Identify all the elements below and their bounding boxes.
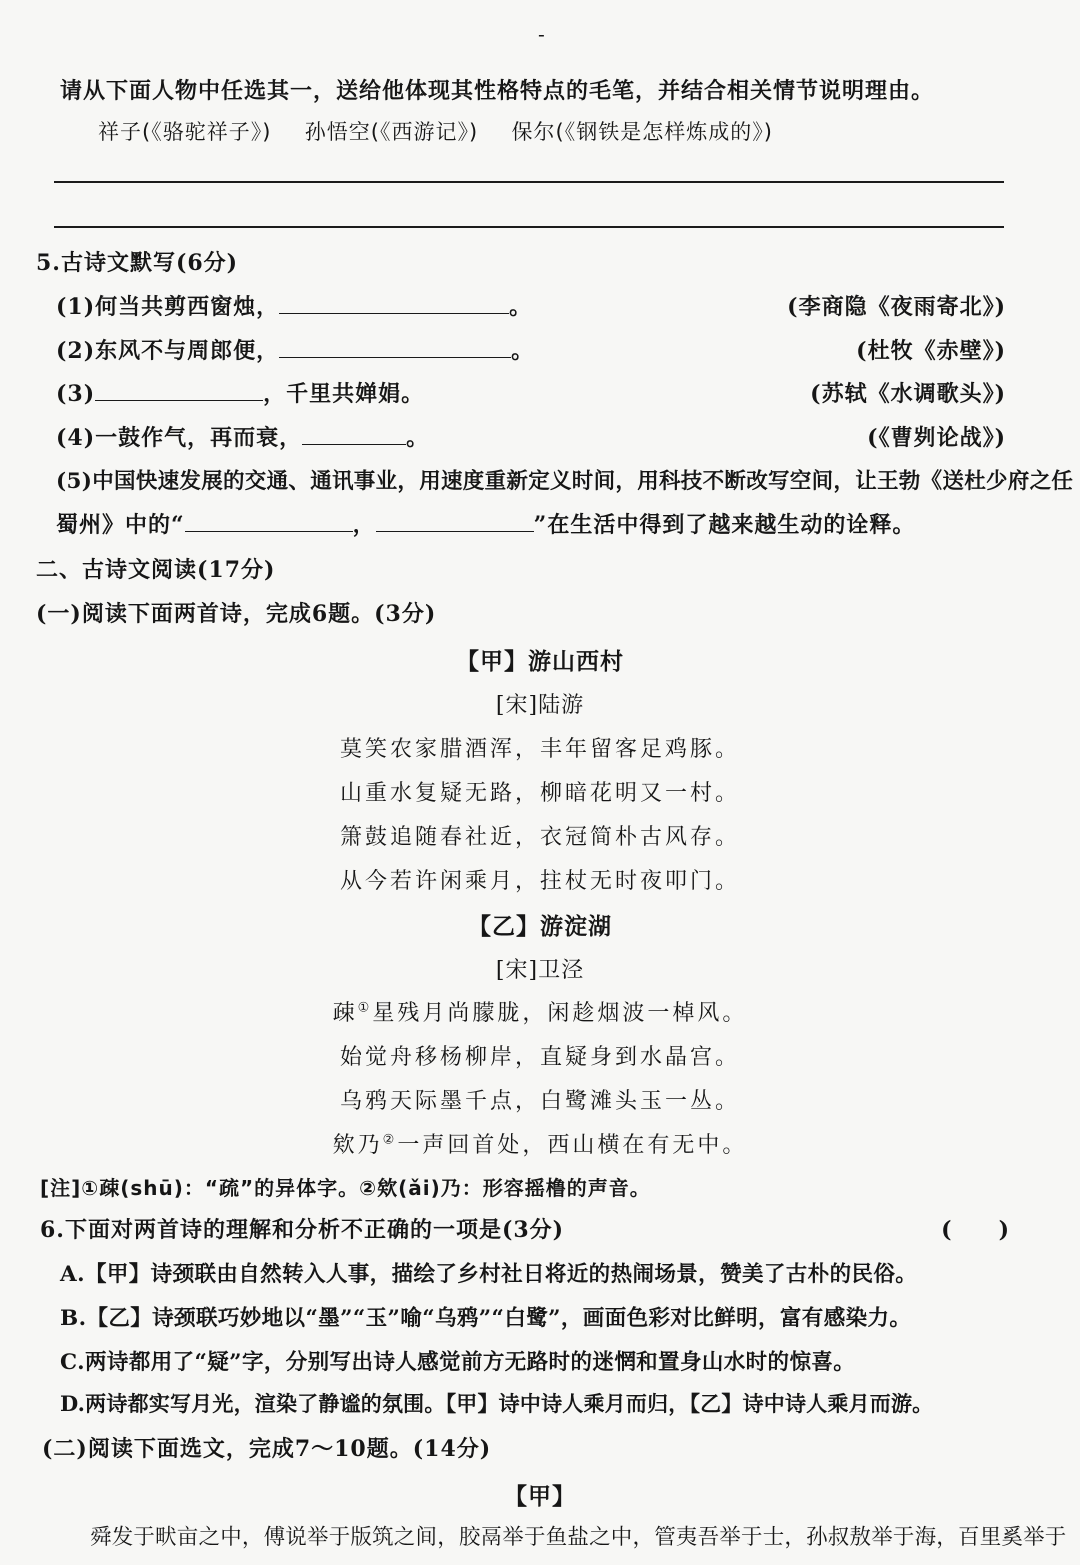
blank-4[interactable] — [302, 422, 406, 445]
poem-b-line-4: 欸乃②一声回首处，西山横在有无中。 — [332, 1132, 748, 1158]
poem-a-line-4: 从今若许闲乘月，拄杖无时夜叩门。 — [339, 869, 740, 894]
poem-b-line-3: 乌鸦天际墨千点，白鹭滩头玉一丛。 — [339, 1089, 740, 1114]
note-mark-2: ② — [382, 1132, 398, 1148]
poem-b-title: 【乙】游淀湖 — [468, 913, 612, 940]
q5-source-4: (《曹刿论战》) — [867, 425, 1006, 451]
q4-instruction: 请从下面人物中任选其一，送给他体现其性格特点的毛笔，并结合相关情节说明理由。 — [60, 78, 935, 104]
poem-a-author: [宋]陆游 — [495, 693, 585, 718]
poem-a-title: 【甲】游山西村 — [456, 648, 624, 675]
q5-item-3: (3) ，千里共婵娟。 — [56, 377, 424, 408]
blank-1[interactable] — [279, 291, 509, 314]
part1-title: (一)阅读下面两首诗，完成6题。(3分) — [36, 601, 437, 627]
q6-option-c[interactable]: C.两诗都用了“疑”字，分别写出诗人感觉前方无路时的迷惘和置身山水时的惊喜。 — [60, 1350, 856, 1375]
poem-b-line-2: 始觉舟移杨柳岸，直疑身到水晶宫。 — [339, 1045, 740, 1070]
q5-item-4: (4)一鼓作气，再而衰， 。 — [56, 421, 429, 452]
blank-5b[interactable] — [376, 509, 534, 532]
q5-source-2: (杜牧《赤壁》) — [856, 338, 1006, 364]
blank-3[interactable] — [95, 378, 263, 401]
page-mark: - — [538, 22, 545, 46]
passage-label: 【甲】 — [504, 1483, 576, 1510]
character-sunwukong: 孙悟空(《西游记》) — [304, 120, 479, 144]
poem-a-line-3: 箫鼓追随春社近，衣冠简朴古风存。 — [339, 825, 740, 850]
character-xiangzi: 祥子(《骆驼祥子》) — [98, 120, 272, 144]
answer-line-2[interactable] — [54, 226, 1004, 228]
poem-a-line-2: 山重水复疑无路，柳暗花明又一村。 — [339, 781, 740, 806]
q5-source-3: (苏轼《水调歌头》) — [810, 381, 1006, 407]
q5-item-5-line2: 蜀州》中的“ ， ”在生活中得到了越来越生动的诠释。 — [56, 508, 915, 539]
section2-title: 二、古诗文阅读(17分) — [36, 557, 276, 583]
q6-answer-bracket[interactable]: ( ) — [941, 1217, 1010, 1243]
q6-option-d[interactable]: D.两诗都实写月光，渲染了静谧的氛围。【甲】诗中诗人乘月而归，【乙】诗中诗人乘月而游。 — [60, 1391, 934, 1416]
q6-stem: 6.下面对两首诗的理解和分析不正确的一项是(3分) — [40, 1217, 565, 1243]
poem-note: [注]①疎(shū)：“疏”的异体字。②欸(ǎi)乃：形容摇橹的声音。 — [40, 1176, 651, 1200]
blank-2[interactable] — [279, 335, 511, 358]
passage-line-1: 舜发于畎亩之中，傅说举于版筑之间，胶鬲举于鱼盐之中，管夷吾举于士，孙叔敖举于海，百里奚举于 — [90, 1525, 1067, 1550]
note-mark-1: ① — [357, 1000, 373, 1016]
q5-item-1: (1)何当共剪西窗烛， 。 — [56, 290, 532, 321]
q5-source-1: (李商隐《夜雨寄北》) — [787, 294, 1006, 320]
q6-option-b[interactable]: B.【乙】诗颈联巧妙地以“墨”“玉”喻“乌鸦”“白鹭”，画面色彩对比鲜明，富有感染力。 — [60, 1306, 912, 1331]
character-baoer: 保尔(《钢铁是怎样炼成的》) — [511, 120, 773, 144]
blank-5a[interactable] — [185, 509, 353, 532]
poem-a-line-1: 莫笑农家腊酒浑，丰年留客足鸡豚。 — [339, 737, 740, 762]
part2-title: (二)阅读下面选文，完成7～10题。(14分) — [42, 1436, 492, 1462]
poem-b-line-1: 疎①星残月尚朦胧，闲趁烟波一棹风。 — [332, 1000, 748, 1026]
q5-item-2: (2)东风不与周郎便， 。 — [56, 334, 534, 365]
answer-line-1[interactable] — [54, 181, 1004, 183]
q5-item-5-line1: (5)中国快速发展的交通、通讯事业，用速度重新定义时间，用科技不断改写空间，让王勃《送杜少府之任 — [56, 469, 1074, 494]
poem-b-author: [宋]卫泾 — [495, 958, 585, 983]
q6-option-a[interactable]: A.【甲】诗颈联由自然转入人事，描绘了乡村社日将近的热闹场景，赞美了古朴的民俗。 — [60, 1262, 918, 1287]
q5-title: 5.古诗文默写(6分) — [36, 250, 239, 276]
character-list — [98, 116, 773, 146]
